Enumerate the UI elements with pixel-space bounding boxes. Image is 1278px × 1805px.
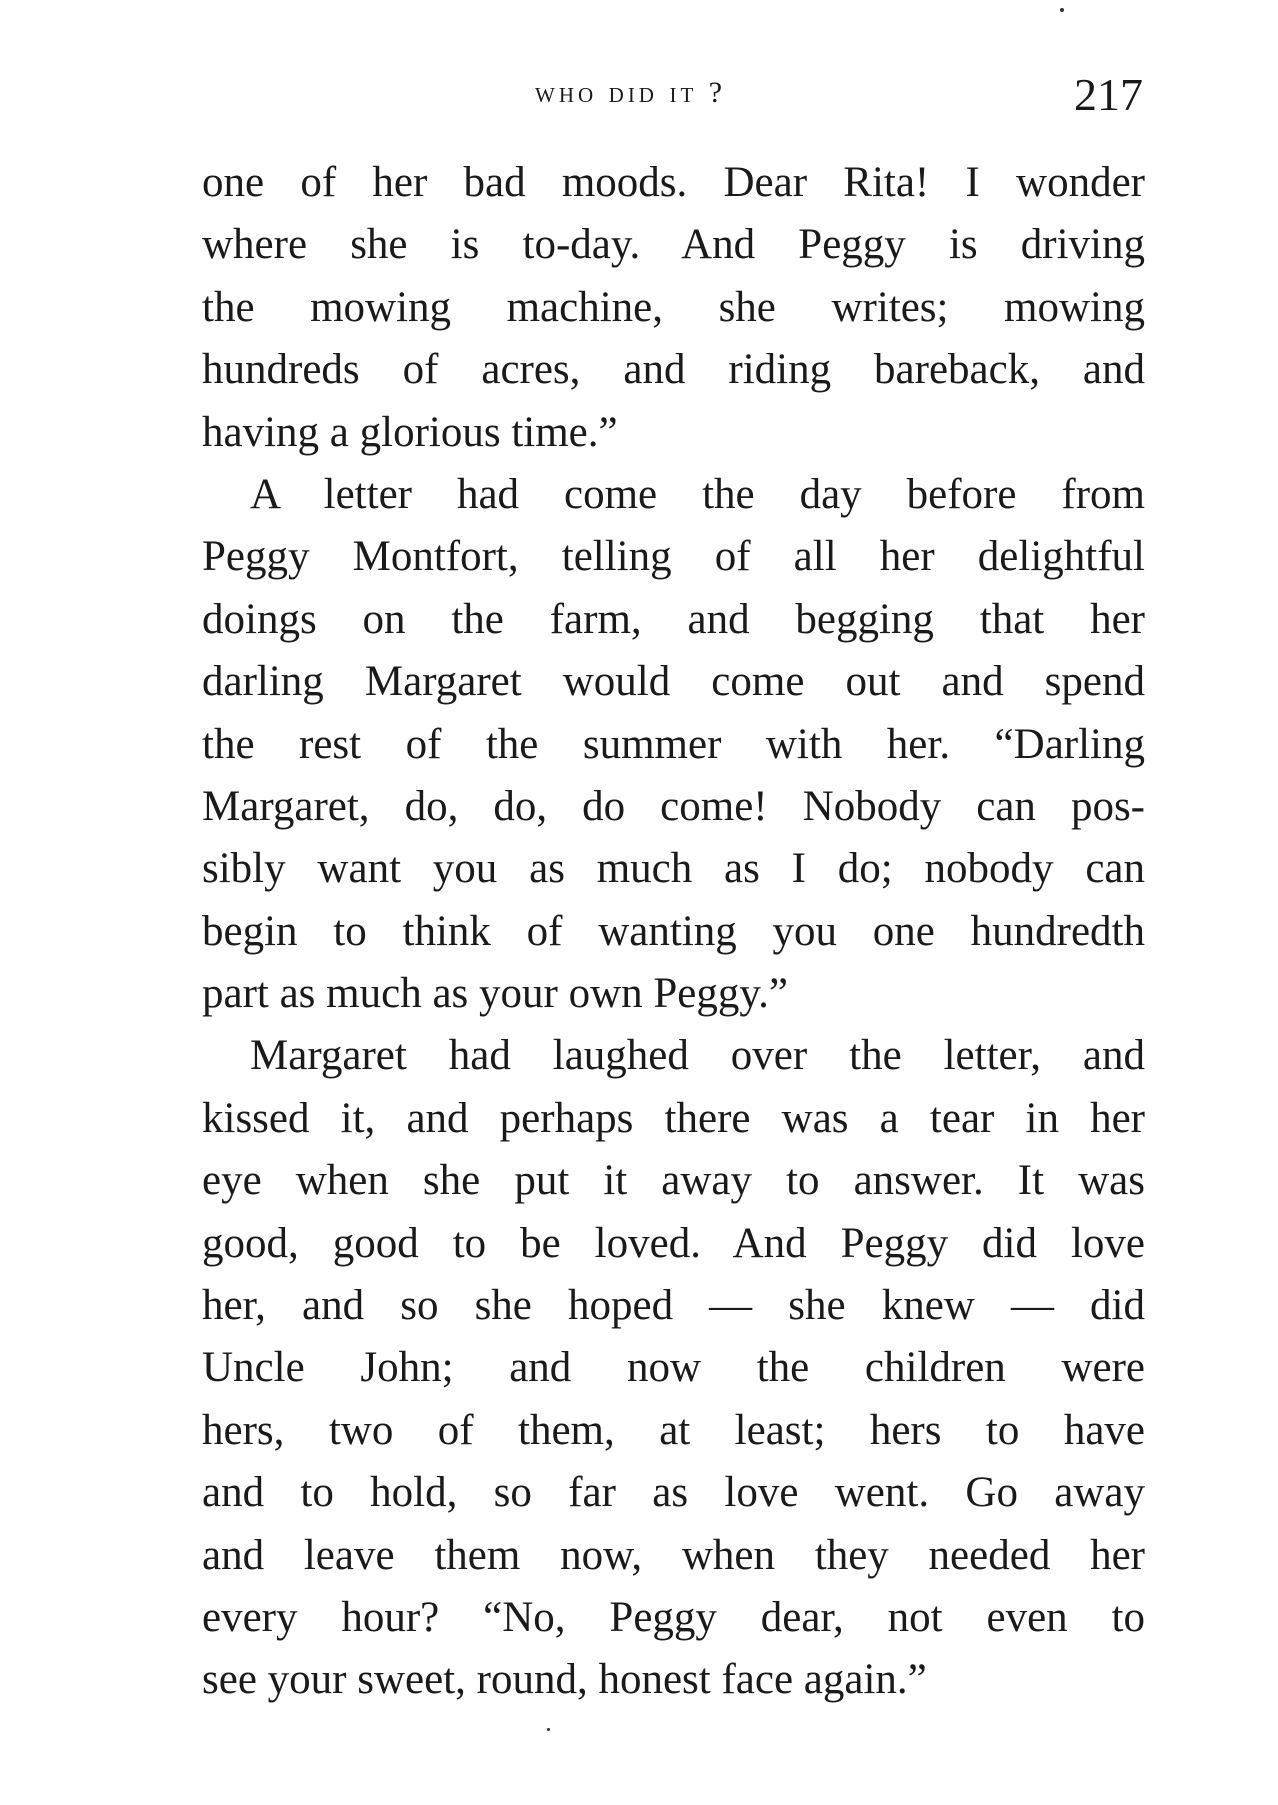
running-head: [0, 68, 1278, 128]
text-line: her, and so she hoped — she knew — did: [202, 1282, 1145, 1330]
print-speck: [1060, 8, 1064, 12]
text-line: kissed it, and perhaps there was a tear in her: [202, 1094, 1145, 1142]
text-line: sibly want you as much as I do; nobody can: [202, 845, 1145, 893]
paragraph-first-line: Margaret had laughed over the letter, and: [250, 1032, 1145, 1080]
text-line: hundreds of acres, and riding bareback, and: [202, 346, 1145, 394]
text-line: Margaret, do, do, do come! Nobody can pos-: [202, 782, 1145, 830]
text-line: having a glorious time.”: [202, 408, 618, 456]
text-line: see your sweet, round, honest face again.”: [202, 1656, 927, 1704]
paragraph-first-line: A letter had come the day before from: [250, 470, 1145, 518]
text-line: darling Margaret would come out and spend: [202, 658, 1145, 706]
text-line: begin to think of wanting you one hundredth: [202, 907, 1145, 955]
print-speck: [547, 1728, 550, 1731]
text-line: where she is to-day. And Peggy is driving: [202, 221, 1145, 269]
text-line: part as much as your own Peggy.”: [202, 970, 788, 1018]
text-line: Uncle John; and now the children were: [202, 1344, 1145, 1392]
text-line: Peggy Montfort, telling of all her delightful: [202, 533, 1145, 581]
text-line: hers, two of them, at least; hers to have: [202, 1406, 1145, 1454]
text-line: eye when she put it away to answer. It was: [202, 1157, 1145, 1205]
text-line: the rest of the summer with her. “Darling: [202, 720, 1145, 768]
text-line: one of her bad moods. Dear Rita! I wonder: [202, 159, 1145, 206]
text-line: doings on the farm, and begging that her: [202, 595, 1145, 643]
text-line: good, good to be loved. And Peggy did love: [202, 1219, 1145, 1267]
text-line: and to hold, so far as love went. Go away: [202, 1469, 1145, 1517]
text-line: every hour? “No, Peggy dear, not even to: [202, 1593, 1145, 1641]
running-title: who did it ?: [535, 76, 727, 109]
text-line: the mowing machine, she writes; mowing: [202, 283, 1145, 331]
page-number: 217: [1074, 69, 1143, 120]
body-text: [202, 152, 1145, 1712]
text-line: and leave them now, when they needed her: [202, 1531, 1145, 1579]
